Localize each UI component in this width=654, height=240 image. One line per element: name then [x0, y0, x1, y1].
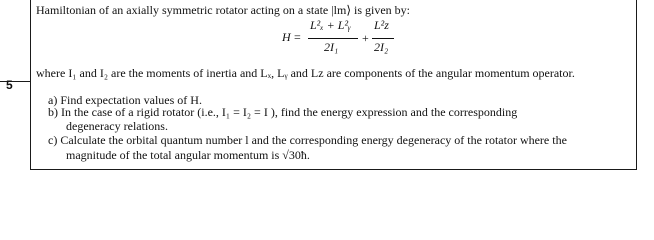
part-c-line-2: magnitude of the total angular momentum is √30ħ. — [66, 148, 310, 162]
number-divider — [0, 81, 30, 82]
formula-term1-denominator: 2I₁ — [324, 40, 339, 54]
definitions-text: where I₁ and I₂ are the moments of inertia and Lₓ, Lᵧ and Lz are components of the angular momentum operator. — [36, 66, 575, 80]
formula-term2-denominator: 2I₂ — [374, 40, 389, 54]
formula-equals: = — [294, 30, 301, 44]
question-intro: Hamiltonian of an axially symmetric rotator acting on a state |lm⟩ is given by: — [36, 3, 410, 17]
part-b-line-1: b) In the case of a rigid rotator (i.e., I₁ = I₂ = I ), find the energy expression and the corresponding — [48, 105, 518, 119]
question-number: 5 — [6, 78, 13, 92]
part-a: a) Find expectation values of H. — [48, 93, 202, 107]
formula-fraction-bar-2 — [372, 38, 394, 39]
formula-term1-numerator: L²ₓ + L²ᵧ — [310, 18, 351, 32]
formula-fraction-bar-1 — [308, 38, 358, 39]
formula-lhs: H — [282, 30, 291, 44]
part-c-line-1: c) Calculate the orbital quantum number l and the corresponding energy degeneracy of the rotator where the — [48, 133, 567, 147]
hamiltonian-formula — [282, 18, 402, 60]
formula-plus: + — [362, 31, 369, 45]
part-b-line-2: degeneracy relations. — [66, 119, 168, 133]
formula-term2-numerator: L²z — [374, 18, 389, 32]
